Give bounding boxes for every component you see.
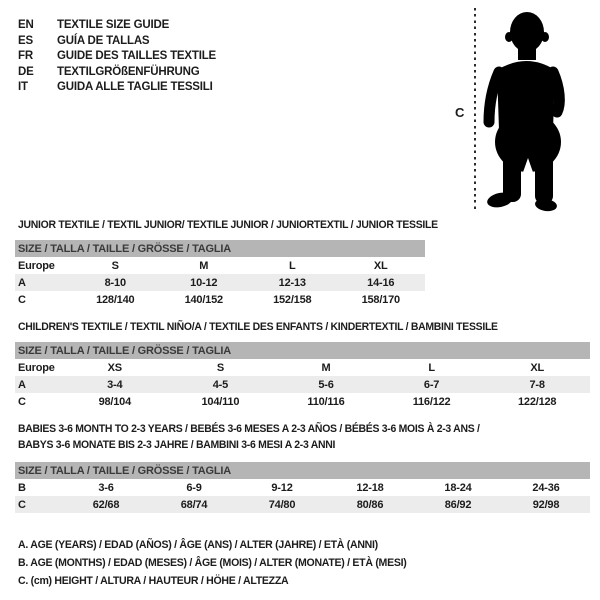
table-title-line: JUNIOR TEXTILE / TEXTIL JUNIOR/ TEXTILE JUNIOR / JUNIORTEXTIL / JUNIOR TESSILE [18, 219, 438, 231]
size-cell: 10-12 [190, 276, 218, 289]
size-cell: 92/98 [532, 498, 560, 511]
size-cell: 62/68 [92, 498, 120, 511]
row-label-cell: Europe [18, 361, 55, 374]
table-row [15, 393, 590, 410]
size-cell: 86/92 [444, 498, 472, 511]
table-title-babies [18, 421, 480, 453]
language-row [18, 18, 216, 34]
language-code: EN [18, 19, 34, 31]
language-code: ES [18, 34, 33, 47]
language-label: GUIDA ALLE TAGLIE TESSILI [57, 81, 213, 93]
size-table-junior [15, 240, 425, 308]
size-cell: 9-12 [271, 481, 293, 494]
size-cell: L [428, 361, 435, 374]
size-cell: M [321, 361, 331, 374]
row-label-cell: A [18, 378, 26, 391]
table-row [15, 479, 590, 496]
size-cell: S [216, 361, 224, 374]
size-cell: 3-4 [107, 378, 123, 391]
size-cell: XL [373, 259, 388, 272]
language-row [18, 49, 216, 65]
height-marker-label: C [455, 105, 465, 120]
size-cell: 128/140 [96, 293, 135, 306]
row-label-cell: C [18, 395, 26, 408]
footnote-line: B. AGE (MONTHS) / EDAD (MESES) / ÂGE (MOIS) / ALTER (MONATE) / ETÀ (MESI) [18, 557, 407, 569]
size-cell: 14-16 [367, 276, 395, 289]
footnote-line: C. (cm) HEIGHT / ALTURA / HAUTEUR / HÖHE / ALTEZZA [18, 575, 289, 587]
table-title-junior [18, 217, 438, 233]
size-table-babies [15, 462, 590, 513]
row-label-cell: C [18, 293, 26, 306]
language-label: TEXTILGRÖßENFÜHRUNG [57, 65, 200, 78]
size-cell: 6-9 [186, 481, 202, 494]
size-cell: 18-24 [444, 481, 472, 494]
size-header-bar: SIZE / TALLA / TAILLE / GRÖSSE / TAGLIA [15, 462, 590, 479]
size-cell: 24-36 [532, 481, 560, 494]
table-row [15, 257, 425, 274]
table-title-children [18, 319, 498, 335]
language-row [18, 80, 216, 96]
size-header-bar: SIZE / TALLA / TAILLE / GRÖSSE / TAGLIA [15, 342, 590, 359]
size-cell: 152/158 [273, 293, 312, 306]
size-cell: 7-8 [529, 378, 545, 391]
size-cell: 74/80 [268, 498, 296, 511]
table-row [15, 376, 590, 393]
size-cell: 104/110 [201, 395, 240, 408]
size-cell: S [111, 259, 119, 272]
size-cell: 158/170 [361, 293, 400, 306]
table-row [15, 291, 425, 308]
language-list [18, 18, 216, 96]
language-label: GUIDE DES TAILLES TEXTILE [57, 50, 216, 62]
size-cell: 140/152 [184, 293, 223, 306]
size-header-bar: SIZE / TALLA / TAILLE / GRÖSSE / TAGLIA [15, 240, 425, 257]
language-row [18, 65, 216, 81]
size-cell: 8-10 [104, 276, 126, 289]
size-cell: L [288, 259, 296, 272]
language-code: FR [18, 50, 33, 62]
language-code: IT [18, 81, 28, 93]
height-dotted-line [474, 8, 476, 210]
size-cell: XS [107, 361, 122, 374]
toddler-silhouette-icon [483, 10, 571, 212]
size-cell: 12-13 [278, 276, 306, 289]
size-cell: XL [530, 361, 544, 374]
size-cell: 122/128 [517, 395, 557, 408]
table-title-line: BABIES 3-6 MONTH TO 2-3 YEARS / BEBÉS 3-6 MESES A 2-3 AÑOS / BÉBÉS 3-6 MOIS À 2-3 ANS / [18, 423, 480, 435]
row-label-cell: Europe [18, 259, 55, 272]
size-cell: 98/104 [98, 395, 132, 408]
size-cell: 3-6 [98, 481, 114, 494]
size-cell: 116/122 [412, 395, 451, 408]
table-row [15, 274, 425, 291]
row-label-cell: A [18, 276, 26, 289]
size-cell: 80/86 [356, 498, 384, 511]
row-label-cell: C [18, 498, 26, 511]
size-cell: 68/74 [180, 498, 208, 511]
size-cell: 110/116 [307, 395, 345, 408]
footnotes [18, 536, 406, 590]
language-label: GUÍA DE TALLAS [57, 34, 150, 47]
size-cell: M [199, 259, 209, 272]
size-table-children [15, 342, 590, 410]
size-cell: 5-6 [318, 378, 334, 391]
footnote-line: A. AGE (YEARS) / EDAD (AÑOS) / ÂGE (ANS) / ALTER (JAHRE) / ETÀ (ANNI) [18, 539, 378, 551]
language-code: DE [18, 65, 34, 78]
row-label-cell: B [18, 481, 26, 494]
size-cell: 4-5 [212, 378, 229, 391]
table-title-line: CHILDREN'S TEXTILE / TEXTIL NIÑO/A / TEXTILE DES ENFANTS / KINDERTEXTIL / BAMBINI TESSILE [18, 321, 498, 333]
size-cell: 12-18 [356, 481, 384, 494]
size-cell: 6-7 [423, 378, 440, 391]
table-row [15, 359, 590, 376]
language-label: TEXTILE SIZE GUIDE [57, 19, 170, 31]
table-row [15, 496, 590, 513]
table-title-line: BABYS 3-6 MONATE BIS 2-3 JAHRE / BAMBINI 3-6 MESI A 2-3 ANNI [18, 439, 336, 451]
language-row [18, 34, 216, 50]
